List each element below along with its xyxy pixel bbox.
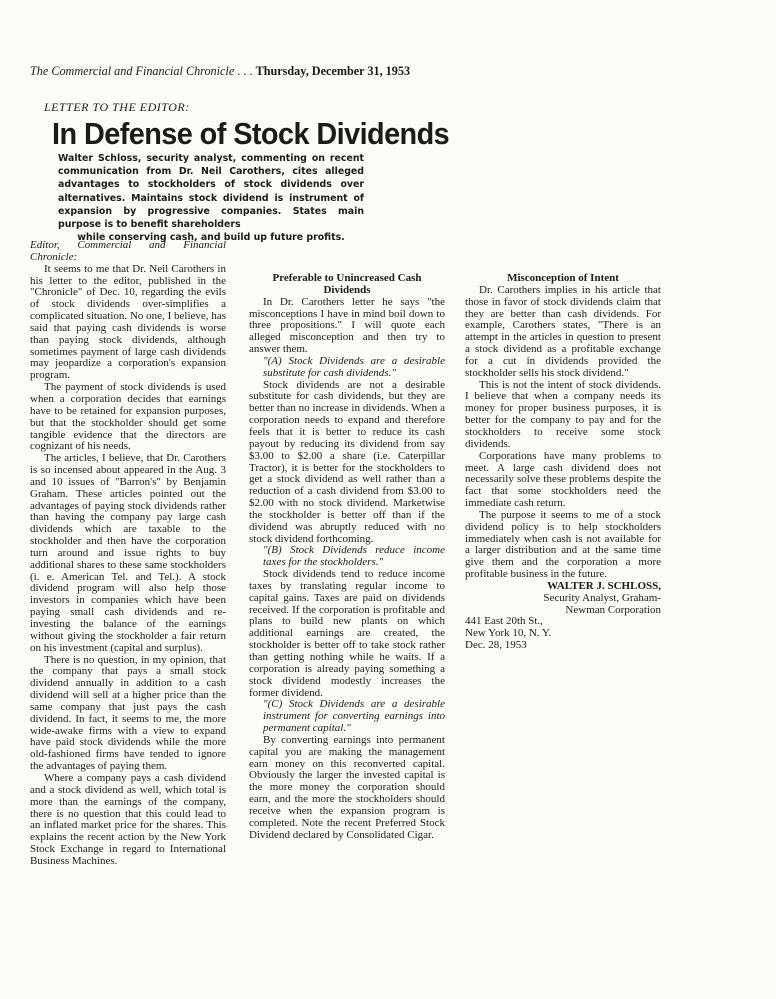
quoted-proposition-c: "(C) Stock Dividends are a desirable instrument for converting earnings into permanent capital." <box>263 698 445 735</box>
paragraph: Dr. Carothers implies in his article that those in favor of stock dividends claim that they are better than cash dividends. For example, Carothers states, "There is an attempt in the articles in question to present a stock dividend as a profitable exchange for a cut in dividends provided the stockholder sells his stock dividend." <box>465 283 661 379</box>
publication-name: The Commercial and Financial Chronicle <box>30 64 235 78</box>
signature-name: WALTER J. SCHLOSS, <box>547 579 661 592</box>
subhead: Preferable to Unincreased Cash Dividends <box>272 272 422 296</box>
deck-last-line: while conserving cash, and build up future profits. <box>77 232 345 244</box>
deck-body: Walter Schloss, security analyst, commenting on recent communication from Dr. Neil Carothers, cites alleged advantages to stockholders of stock dividends over alternatives. Maintains stock dividend is instrument of expansion by progressive companies. States main purpose is to benefit shareholders <box>58 153 364 231</box>
letter-column-1 <box>30 240 226 868</box>
headline: In Defense of Stock Dividends <box>52 116 450 151</box>
masthead <box>30 64 410 79</box>
paragraph: By converting earnings into permanent capital you are making the management earn money on this reconverted capital. Obviously the larger the invested capital is the more money the corporation should earn, and the more the stockholders should receive when the expansion program is completed. Note the recent Preferred Stock Dividend declared by Consolidated Cigar. <box>249 733 445 841</box>
subhead: Misconception of Intent <box>507 272 619 284</box>
paragraph: The payment of stock dividends is used when a corporation decides that earnings have to be retained for expansion purposes, but that the stockholder should get some tangible evidence that the directors are cognizant of his needs. <box>30 381 226 453</box>
quoted-proposition-b: "(B) Stock Dividends reduce income taxes for the stockholders." <box>263 544 445 569</box>
paragraph: There is no question, in my opinion, that the company that pays a small stock dividend annually in addition to a cash dividend will sell at a higher price than the same company that just pays the cash dividend. In fact, it seems to me, the more wide-awake firms with a view to expand have paid stock dividends while the more old-fashioned firms have tended to ignore the advantages of paying them. <box>30 653 226 773</box>
salutation: Editor, Commercial and Financial Chronicle: <box>30 239 226 263</box>
paragraph: Where a company pays a cash dividend and a stock dividend as well, which total is more than the earnings of the company, there is no question that this could lead to an inflated market price for the shares. This explains the recent action by the New York Stock Exchange in regard to International Business Machines. <box>30 771 226 867</box>
paragraph: This is not the intent of stock dividends. I believe that when a company needs its money for proper business purposes, it is better for the company to pay and for the stockholders to receive some stock dividends. <box>465 378 661 450</box>
paragraph: It seems to me that Dr. Neil Carothers in his letter to the editor, published in the "Chronicle" of Dec. 10, regarding the evils of stock dividends over-simplifies a complicated situation. No one, I believe, has said that paying cash dividends is worse than paying stock dividends, although sometimes payment of large cash dividends may jeopardize a corporation's expansion program. <box>30 262 226 382</box>
letter-column-2 <box>249 273 445 842</box>
paragraph: In Dr. Carothers letter he says "the misconceptions I have in mind boil down to three propositions." I will quote each alleged misconception and then try to answer them. <box>249 295 445 356</box>
paragraph: Corporations have many problems to meet. A large cash dividend does not necessarily solve these problems despite the fact that some stockholders need the immediate cash return. <box>465 449 661 510</box>
quoted-proposition-a: "(A) Stock Dividends are a desirable substitute for cash dividends." <box>263 354 445 379</box>
address-line: New York 10, N. Y. <box>465 627 552 640</box>
paragraph: The purpose it seems to me of a stock dividend policy is to help stockholders immediately when cash is not available for a larger distribution and at the same time give them and the corporation a more profitable business in the future. <box>465 508 661 581</box>
issue-date: Thursday, December 31, 1953 <box>255 64 411 78</box>
paragraph: The articles, I believe, that Dr. Carothers is so incensed about appeared in the Aug. 3 and 10 issues of "Barron's" by Benjamin Graham. These articles pointed out the advantages of paying stock dividends rather than having the company pay large cash dividends which are taxable to the stockholder and then have the corporation turn around and issue rights to buy additional shares to these same stockholders (i. e. American Tel. and Tel.). A stock dividend program will also help those investors in companies which have been paying small cash dividends and re-investing the balance of the earnings without giving the stockholder a fair return on his investment (capital and surplus). <box>30 452 226 654</box>
signature-title: Security Analyst, Graham- <box>543 591 661 604</box>
address-line: 441 East 20th St., <box>465 615 543 628</box>
section-kicker: LETTER TO THE EDITOR: <box>44 100 190 114</box>
deck-summary <box>58 152 364 244</box>
letter-column-3 <box>465 273 661 652</box>
paragraph: Stock dividends tend to reduce income taxes by translating regular income to capital gains. Taxes are paid on dividends received. If the corporation is profitable and plans to build new plants on which additional earnings are created, the stockholder is better off to take stock rather than getting nothing while he waits. If a corporation is already paying something a stock dividend modestly increases the former dividend. <box>249 568 445 699</box>
masthead-separator: . . . <box>234 64 256 78</box>
signature-title: Newman Corporation <box>565 603 661 616</box>
paragraph: Stock dividends are not a desirable substitute for cash dividends, but they are better than no increase in dividends. When a corporation needs to expand and therefore feels that it is better to reduce its cash payout by reducing its dividend from say $3.00 to $2.00 a share (i.e. Caterpillar Tractor), it is better for the stockholders to get a stock dividend as well rather than a reduction of a cash dividend from $3.00 to $2.00 with no stock dividend. Marketwise the stockholder is better off than if the dividend was abruptly reduced with no stock dividend forthcoming. <box>249 378 445 545</box>
letter-date: Dec. 28, 1953 <box>465 639 527 652</box>
